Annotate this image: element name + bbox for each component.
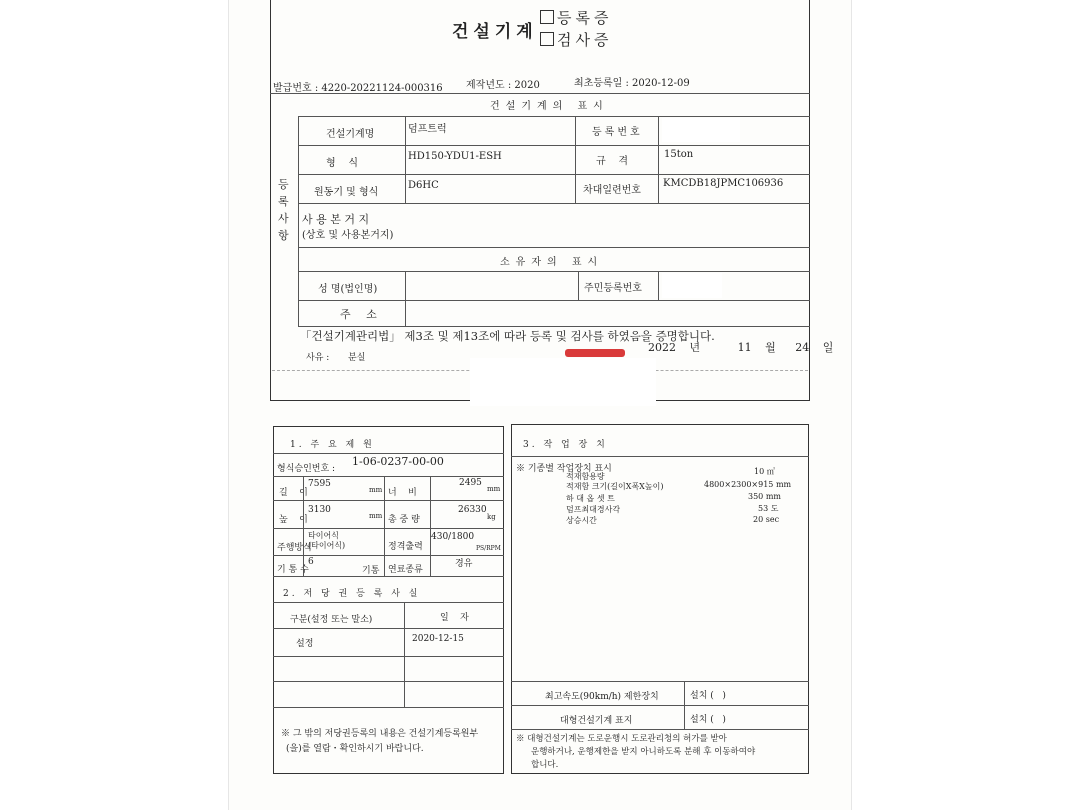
cylinder-unit: 기통 (362, 566, 380, 576)
manufacture-year: 제작년도 : 2020 (466, 80, 540, 91)
drive-value-2: (타이어식) (308, 541, 346, 550)
power-unit: PS/RPM (476, 545, 501, 552)
specs-section-title: 1. 주 요 제 원 (290, 440, 375, 450)
year-unit: 년 (689, 341, 701, 354)
lien-section-title: 2. 저 당 권 등 록 사 실 (283, 589, 421, 599)
work-note-2: 운행하거나, 운행제한을 받지 아니하도록 분해 후 이동하여야 (531, 747, 756, 757)
issue-year: 2022 (648, 341, 676, 354)
work-note-1: ※ 대형건설기계는 도로운행시 도로관리청의 허가를 받아 (516, 734, 727, 744)
width-value: 2495 (459, 478, 482, 488)
machine-name-value: 덤프트럭 (408, 124, 447, 135)
machine-section-title: 건설기계의 표시 (490, 101, 609, 112)
machine-name-label: 건설기계명 (326, 129, 375, 140)
spec-value: 15ton (664, 149, 694, 160)
work-note-3: 합니다. (531, 760, 559, 770)
work-item: 상승시간 (566, 516, 597, 525)
issue-day: 24 (795, 341, 810, 354)
work-item-value: 10 ㎥ (754, 467, 775, 476)
issue-number: 발급번호 : 4220-20221124-000316 (273, 83, 443, 94)
engine-label: 원동기 및 형식 (314, 187, 379, 198)
work-section-title: 3. 작 업 장 치 (523, 440, 608, 450)
owner-id-label: 주민등록번호 (584, 283, 642, 294)
option-registration: 등록증 (540, 7, 612, 28)
length-value: 7595 (308, 479, 331, 489)
lien-note-1: ※ 그 밖의 저당권등록의 내용은 건설기계등록원부 (281, 729, 479, 739)
drive-label: 주행방식 (277, 543, 312, 553)
lien-row-date: 2020-12-15 (412, 634, 464, 644)
lien-col-date: 일 자 (440, 613, 469, 623)
work-item-value: 350 mm (748, 492, 781, 501)
month-unit: 월 (765, 341, 776, 354)
option-inspection: 검사증 (540, 29, 612, 50)
power-label: 정격출력 (388, 542, 423, 552)
owner-section-title: 소유자의 표시 (500, 257, 604, 268)
first-registration-date: 최초등록일 : 2020-12-09 (574, 78, 690, 89)
issue-date (648, 339, 833, 355)
form-title: 건설기계 (452, 22, 538, 42)
work-item: 적재함 크기(길이X폭X높이) (566, 482, 664, 491)
work-item-value: 53 도 (758, 504, 779, 513)
height-value: 3130 (308, 505, 331, 515)
side-label: 등록사항 (278, 178, 289, 242)
speed-limiter-value: 설치 ( ) (690, 691, 726, 701)
weight-unit: kg (487, 513, 496, 521)
weight-value: 26330 (458, 505, 487, 515)
model-label: 형 식 (326, 158, 359, 169)
work-item: 하 대 옵 셋 트 (566, 494, 615, 503)
vin-label: 차대일련번호 (583, 185, 641, 196)
cylinder-value: 6 (308, 557, 314, 567)
approval-label: 형식승인번호 : (277, 464, 336, 474)
weight-label: 총 중 량 (388, 515, 420, 525)
base-sublabel: (상호 및 사용본거지) (302, 230, 394, 241)
lien-row-type: 설정 (296, 639, 314, 649)
issue-month: 11 (737, 341, 752, 354)
large-sign-value: 설치 ( ) (690, 715, 726, 725)
owner-address-label: 주 소 (340, 308, 383, 321)
model-value: HD150-YDU1-ESH (408, 151, 502, 162)
lien-note-2: (을)를 열람・확인하시기 바랍니다. (286, 744, 424, 754)
cylinder-label: 기 통 수 (277, 565, 309, 575)
reason-value: 분실 (348, 353, 366, 363)
day-unit: 일 (822, 341, 834, 354)
large-sign-label: 대형건설기계 표지 (560, 716, 633, 726)
lien-col-type: 구분(설정 또는 말소) (290, 615, 373, 625)
work-item-value: 4800×2300×915 mm (704, 480, 792, 489)
height-unit: mm (369, 512, 383, 520)
width-unit: mm (487, 485, 501, 493)
official-seal-mark (565, 349, 625, 357)
approval-value: 1-06-0237-00-00 (352, 455, 444, 468)
work-item: 적재함용량 (566, 472, 605, 481)
redacted-owner-id (662, 273, 722, 298)
redacted-reg-number (662, 118, 740, 142)
work-item-value: 20 sec (753, 515, 780, 524)
power-value: 430/1800 (431, 532, 475, 542)
fuel-value: 경유 (455, 559, 473, 569)
redacted-issuer (470, 358, 656, 406)
spec-label: 규 격 (596, 156, 629, 167)
height-label: 높 이 (279, 515, 308, 525)
vin-value: KMCDB18JPMC106936 (663, 178, 784, 189)
base-label: 사 용 본 거 지 (302, 213, 370, 226)
engine-value: D6HC (408, 180, 439, 191)
work-device-title: ※ 기종별 작업장치 표시 (516, 464, 612, 474)
fuel-label: 연료종류 (388, 565, 423, 575)
reason-label: 사유 : (306, 353, 330, 363)
width-label: 너 비 (388, 488, 417, 498)
certification-text: 「건설기계관리법」 제3조 및 제13조에 따라 등록 및 검사를 하였음을 증명합니다. (300, 329, 715, 343)
speed-limiter-label: 최고속도(90km/h) 제한장치 (545, 692, 659, 702)
work-item: 덤프최대경사각 (566, 505, 621, 514)
length-unit: mm (369, 486, 383, 494)
length-label: 길 이 (279, 488, 308, 498)
owner-name-label: 성 명(법인명) (318, 284, 378, 295)
drive-value-1: 타이어식 (308, 531, 339, 540)
reg-number-label: 등록번호 (592, 127, 643, 138)
